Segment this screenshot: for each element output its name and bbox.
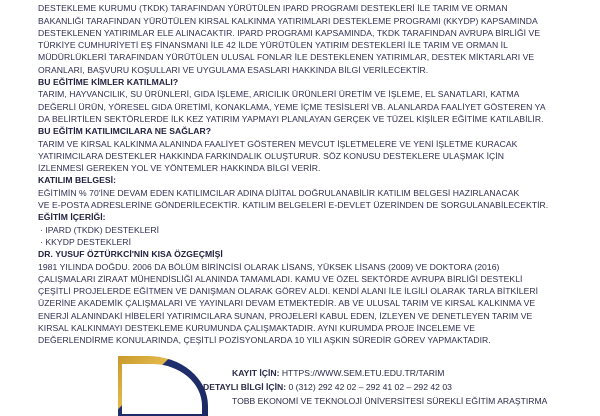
section-heading: KATILIM BELGESİ: bbox=[38, 175, 116, 186]
registration-label: KAYIT İÇİN: bbox=[232, 368, 280, 378]
contact-phone: 0 (312) 292 42 02 – 292 41 02 – 292 42 03 bbox=[288, 382, 452, 392]
text-line: DA BELİRTİLEN SEKTÖRLERDE İLK KEZ YATIRIM YAPMAYI PLANLAYAN GERÇEK VE TÜZEL KİŞİLER EĞİTİME KATILABİLİR. bbox=[38, 113, 544, 124]
text-line: DEĞERLİ ÜRÜN, YÖRESEL GIDA ÜRETİMİ, KONAKLAMA, YEME İÇME TESİSLERİ VB. ALANLARDA FAALİYET GÖSTEREN YA bbox=[38, 101, 546, 112]
text-line: DESTEKLEME KURUMU (TKDK) TARAFINDAN YÜRÜTÜLEN IPARD PROGRAMI DESTEKLERİ İLE TARIM VE ORMAN bbox=[38, 3, 508, 14]
text-line: ÇEŞİTLİ PROJELERDE EĞİTMEN VE DANIŞMAN OLARAK GÖREV ALDI. KENDİ ALANI İLE İLGİLİ OLARAK TARLA BİTKİLERİ bbox=[38, 286, 539, 297]
text-line: MÜDÜRLÜKLERİ TARAFINDAN YÜRÜTÜLEN ULUSAL FONLAR İLE DESTEKLENEN YATIRIMLAR, DESTEK MİKTARLARI VE bbox=[38, 52, 535, 63]
text-line: ENERJİ ALANINDAKİ HİBELERİ YATIRIMCILARA SUNAN, PROJELERİ KABUL EDEN, İZLEYEN VE DENETLEYEN TARIM VE bbox=[38, 310, 533, 321]
section-heading: BU EĞİTİME KİMLER KATILMALI? bbox=[38, 77, 179, 88]
section-heading: BU EĞİTİM KATILIMCILARA NE SAĞLAR? bbox=[38, 126, 212, 137]
text-line: İZLENMESİ GEREKEN YOL VE YÖNTEMLER HAKKINDA BİLGİ VERİR. bbox=[38, 163, 321, 174]
text-line: TARIM, HAYVANCILIK, SU ÜRÜNLERİ, GIDA İŞLEME, ARICILIK ÜRÜNLERİ ÜRETİM VE İŞLEME, EL SANATLARI, KATMA bbox=[38, 89, 520, 100]
contact-row bbox=[203, 381, 452, 393]
text-line: DEĞERLENDİRME KONULARINDA, ÇEŞİTLİ POZİSYONLARDA 10 YILI AŞKIN SÜREDİR GÖREV YAPMAKTADIR. bbox=[38, 335, 491, 346]
text-line: TARIM VE KIRSAL KALKINMA ALANINDA FAALİYET GÖSTEREN MEVCUT İŞLETMELERE VE YENİ İŞLETME KURACAK bbox=[38, 138, 518, 149]
contact-label: DETAYLI BİLGİ İÇİN: bbox=[203, 382, 287, 392]
text-line: KIRSAL KALKINMAYI DESTEKLEME KURUMUNDA ÇALIŞMAKTADIR. AYNI KURUMDA PROJE İNCELEME VE bbox=[38, 323, 476, 334]
organization-row bbox=[232, 395, 547, 407]
text-line: DESTEKLENEN YATIRIMLAR ELE ALINACAKTIR. IPARD PROGRAMI KAPSAMINDA, TKDK TARAFINDAN AVRUPA BİRLİĞİ VE bbox=[38, 27, 541, 38]
text-line: TÜRKİYE CUMHURİYETİ EŞ FİNANSMANI İLE 42 İLDE YÜRÜTÜLEN YATIRIM DESTEKLERİ İLE TARIM VE ORMAN İL bbox=[38, 40, 508, 51]
text-line: ÜZERİNE AKADEMİK ÇALIŞMALARI VE YAYINLARI DEVAM ETMEKTEDİR. AB VE ULUSAL TARIM VE KIRSAL KALKINMA VE bbox=[38, 298, 536, 309]
text-line: 1981 YILINDA DOĞDU. 2006 DA BÖLÜM BİRİNCİSİ OLARAK LİSANS, YÜKSEK LİSANS (2009) VE DOKTORA (2016) bbox=[38, 261, 500, 272]
document-body bbox=[38, 0, 578, 347]
text-line: BAKANLIĞI TARAFINDAN YÜRÜTÜLEN KIRSAL KALKINMA YATIRIMLARI DESTEKLEME PROGRAMI (KKYDP) KAPSAMINDA bbox=[38, 15, 538, 26]
registration-link[interactable]: HTTPS://WWW.SEM.ETU.EDU.TR/TARIM bbox=[281, 368, 445, 378]
registration-row bbox=[232, 367, 444, 379]
text-line: ORANLARI, BAŞVURU KOŞULLARI VE UYGULAMA ESASLARI HAKKINDA BİLGİ VERİLECEKTİR. bbox=[38, 64, 429, 75]
text-line: YATIRIMCILARA DESTEKLER HAKKINDA FARKINDALIK OLUŞTURUR. SÖZ KONUSU DESTEKLERE ULAŞMAK İÇİN bbox=[38, 150, 504, 161]
text-line: EĞİTİMİN % 70'İNE DEVAM EDEN KATILIMCILAR ADINA DİJİTAL DOĞRULANABİLİR KATILIM BELGESİ HAZIRLANACAK bbox=[38, 187, 520, 198]
text-line: VE E-POSTA ADRESLERİNE GÖNDERİLECEKTİR. KATILIM BELGELERİ E-DEVLET ÜZERİNDEN DE SORGULANABİLECEKTİR. bbox=[38, 200, 549, 211]
content-list-item: · IPARD (TKDK) DESTEKLERİ bbox=[40, 224, 160, 235]
content-list-item: · KKYDP DESTEKLERİ bbox=[40, 236, 132, 247]
section-heading: DR. YUSUF ÖZTÜRKCİ'NİN KISA ÖZGEÇMİŞİ bbox=[38, 249, 223, 260]
text-line: ÇALIŞMALARI ZİRAAT MÜHENDİSLİĞİ ALANINDA TAMAMLADI. KAMU VE ÖZEL SEKTÖRDE AVRUPA BİRLİĞİ DESTEKLİ bbox=[38, 273, 523, 284]
organization-name: TOBB EKONOMİ VE TEKNOLOJİ ÜNİVERSİTESİ SÜREKLİ EĞİTİM ARAŞTIRMA bbox=[232, 396, 548, 406]
section-heading: EĞİTİM İÇERİĞİ: bbox=[38, 212, 106, 223]
